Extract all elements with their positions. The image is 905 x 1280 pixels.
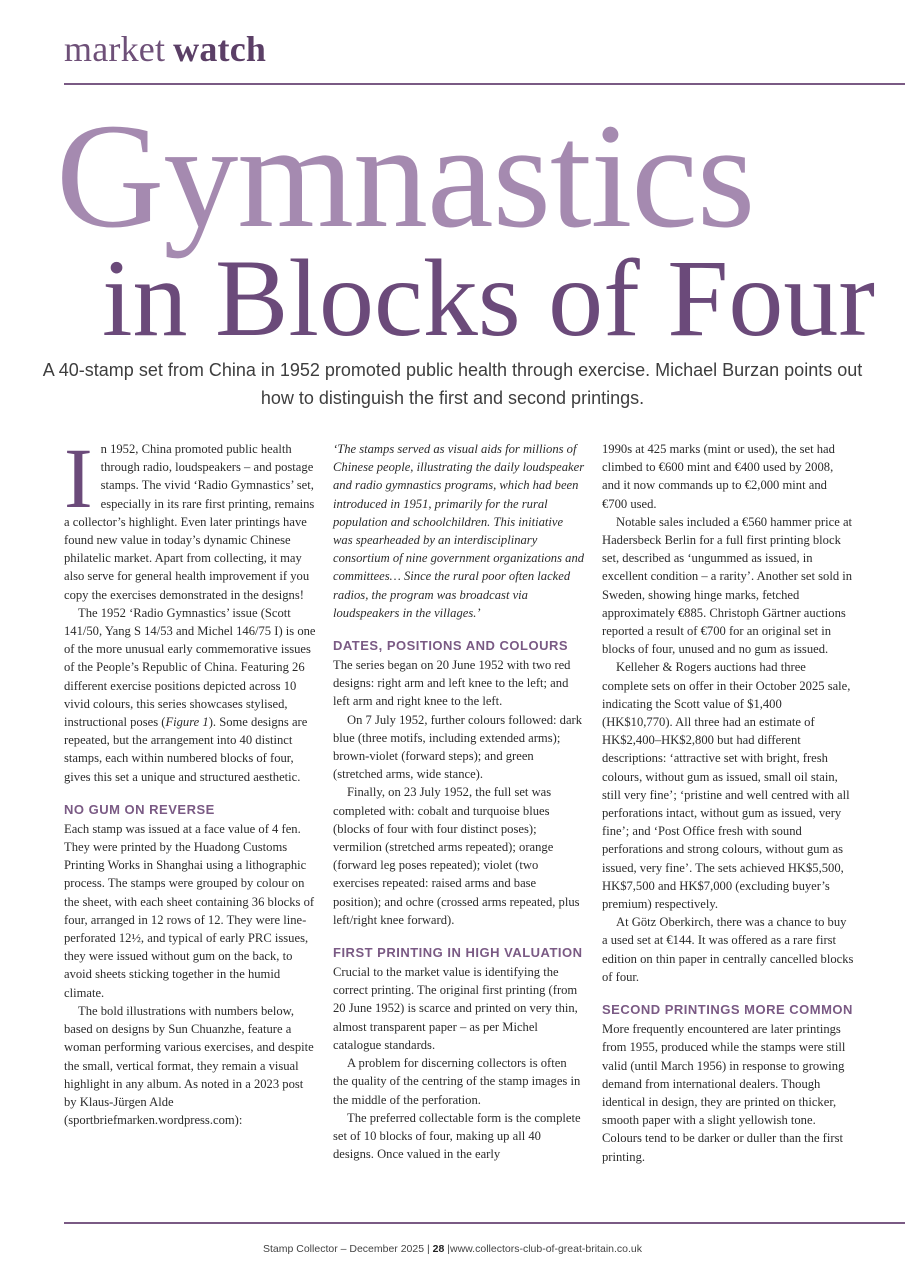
- drop-cap: I: [64, 430, 93, 526]
- footer-website: www.collectors-club-of-great-britain.co.uk: [450, 1243, 642, 1255]
- paragraph: A problem for discerning collectors is often the quality of the centring of the stamp images in the middle of the perforation.: [333, 1056, 581, 1107]
- page-footer: [0, 1243, 905, 1255]
- paragraph: Crucial to the market value is identifying the correct printing. The original first printing (from 20 June 1952) is scarce and printed on very thin, almost transparent paper – as per Michel catalogue standards.: [333, 965, 578, 1052]
- subheading-dates-positions: DATES, POSITIONS AND COLOURS: [333, 638, 569, 654]
- footer-separator: |: [427, 1243, 430, 1255]
- top-divider: [64, 83, 905, 85]
- paragraph: Each stamp was issued at a face value of 4 fen. They were printed by the Huadong Customs Printing Works in Shanghai using a lithographic process. The stamps were grouped by colour on the sheet, with each sheet containing 36 blocks of four, arranged in 12 rows of 12. They were line-perforated 12½, and typical of early PRC issues, they were issued without gum on the back, to avoid sheets sticking together in the humid climate.: [64, 821, 315, 1000]
- paragraph: On 7 July 1952, further colours followed: dark blue (three motifs, including extended arms); brown-violet (forward steps); and green (stretched arms, wide stance).: [333, 712, 583, 782]
- article-column-1: [64, 430, 316, 1129]
- section-label-market: market: [64, 29, 166, 69]
- paragraph: The series began on 20 June 1952 with two red designs: right arm and left knee to the left; and left arm and right knee to the left.: [333, 658, 571, 709]
- headline-line-1: Gymnastics: [56, 93, 755, 259]
- paragraph: Kelleher & Rogers auctions had three complete sets on offer in their October 2025 sale, indicating the Scott value of $1,400 (HK$10,770). All three had an estimate of HK$2,400–HK$2,800 but had different descriptions: ‘attractive set with bright, fresh colours, without gum as issued, small oil stain, still very fine’; ‘pristine and well centred with all perforations intact, without gum as issued, very fine’; and ‘Post Office fresh with sound perforations and strong colours, without gum as issued, very fine’. The sets achieved HK$5,500, HK$7,500 and HK$7,000 (excluding buyer’s premium) respectively.: [602, 660, 851, 912]
- paragraph: The bold illustrations with numbers below, based on designs by Sun Chuanzhe, feature a woman performing various exercises, and despite the small, vertical format, they remain a visual highlight in any album. As noted in a 2023 post by Klaus-Jürgen Alde (sportbriefmarken.wordpress.com):: [64, 1003, 314, 1128]
- subheading-no-gum: NO GUM ON REVERSE: [64, 801, 215, 817]
- article-column-2: [333, 440, 585, 1163]
- bottom-divider: [64, 1222, 905, 1224]
- paragraph: Notable sales included a €560 hammer price at Hadersbeck Berlin for a full first printing block set, described as ‘ungummed as issued, in excellent condition – a rarity’. Another set sold in Sweden, showing hinge marks, fetched approximately €885. Christoph Gärtner auctions reported a result of €700 for an original set in blocks of four, unused and no gum as issued.: [602, 514, 853, 657]
- page-number: 28: [432, 1243, 445, 1255]
- section-label-watch: watch: [173, 29, 267, 69]
- section-label: [64, 28, 266, 70]
- paragraph: The preferred collectable form is the complete set of 10 blocks of four, making up all 40 designs. Once valued in the early: [333, 1110, 581, 1162]
- subheading-second-printings: SECOND PRINTINGS MORE COMMON: [602, 1002, 853, 1018]
- article-column-3: [602, 440, 854, 1166]
- paragraph: Finally, on 23 July 1952, the full set was completed with: cobalt and turquoise blues (blocks of four with four distinct poses); vermilion (stretched arms repeated); orange (forward leg poses repeated); violet (two exercises repeated: raised arms and base position); and ochre (crossed arms repeated, plus left/right knee forward).: [333, 785, 580, 927]
- standfirst: A 40-stamp set from China in 1952 promoted public health through exercise. Michael Burzan points out how to distinguish the first and second printings.: [42, 360, 863, 408]
- figure-reference: Figure 1: [165, 715, 209, 730]
- pull-quote: ‘The stamps served as visual aids for millions of Chinese people, illustrating the daily loudspeaker and radio gymnastics programs, which had been introduced in 1951, primarily for the rural population and schoolchildren. This initiative was spearheaded by an interdisciplinary consortium of nine government organizations and committees… Since the rural poor often lacked radios, the program was broadcast via loudspeakers in the villages.’: [333, 442, 585, 620]
- footer-publication: Stamp Collector – December 2025: [263, 1243, 425, 1255]
- paragraph: At Götz Oberkirch, there was a chance to buy a used set at €144. It was offered as a rare first edition on thin paper in centrally cancelled blocks of four.: [602, 915, 854, 984]
- paragraph: The 1952 ‘Radio Gymnastics’ issue (Scott 141/50, Yang S 14/53 and Michel 146/75 I) is one of the more unusual early commemorative issues of the People’s Republic of China. Featuring 26 different exercise positions depicted across 10 vivid colours, this series showcases stylised, instructional poses (Figure 1). Some designs are repeated, but the arrangement into 40 distinct stamps, each within numbered blocks of four, gives this set a unique and structured aesthetic.: [64, 605, 316, 784]
- paragraph: More frequently encountered are later printings from 1955, produced while the stamps were still valid (until March 1956) in response to growing demand from international dealers. Though identical in design, they are printed on thicker, smooth paper with a slight yellowish tone. Colours tend to be darker or duller than the first printing.: [602, 1022, 846, 1164]
- headline-line-2: in Blocks of Four: [102, 237, 876, 359]
- paragraph: 1990s at 425 marks (mint or used), the set had climbed to €600 mint and €400 used by 2008, and it now commands up to €2,000 mint and €700 used.: [602, 442, 835, 511]
- intro-paragraph: [64, 430, 316, 604]
- footer-separator: |: [447, 1243, 451, 1255]
- subheading-first-printing: FIRST PRINTING IN HIGH VALUATION: [333, 945, 583, 961]
- intro-text: n 1952, China promoted public health through radio, loudspeakers – and postage stamps. The vivid ‘Radio Gymnastics’ set, especially in its rare first printing, remains a collector’s highlight. Even later printings have found new value in today’s dynamic Chinese philatelic market. Apart from collecting, it may also serve for general health improvement if you copy the exercises demonstrated in the designs!: [64, 442, 315, 602]
